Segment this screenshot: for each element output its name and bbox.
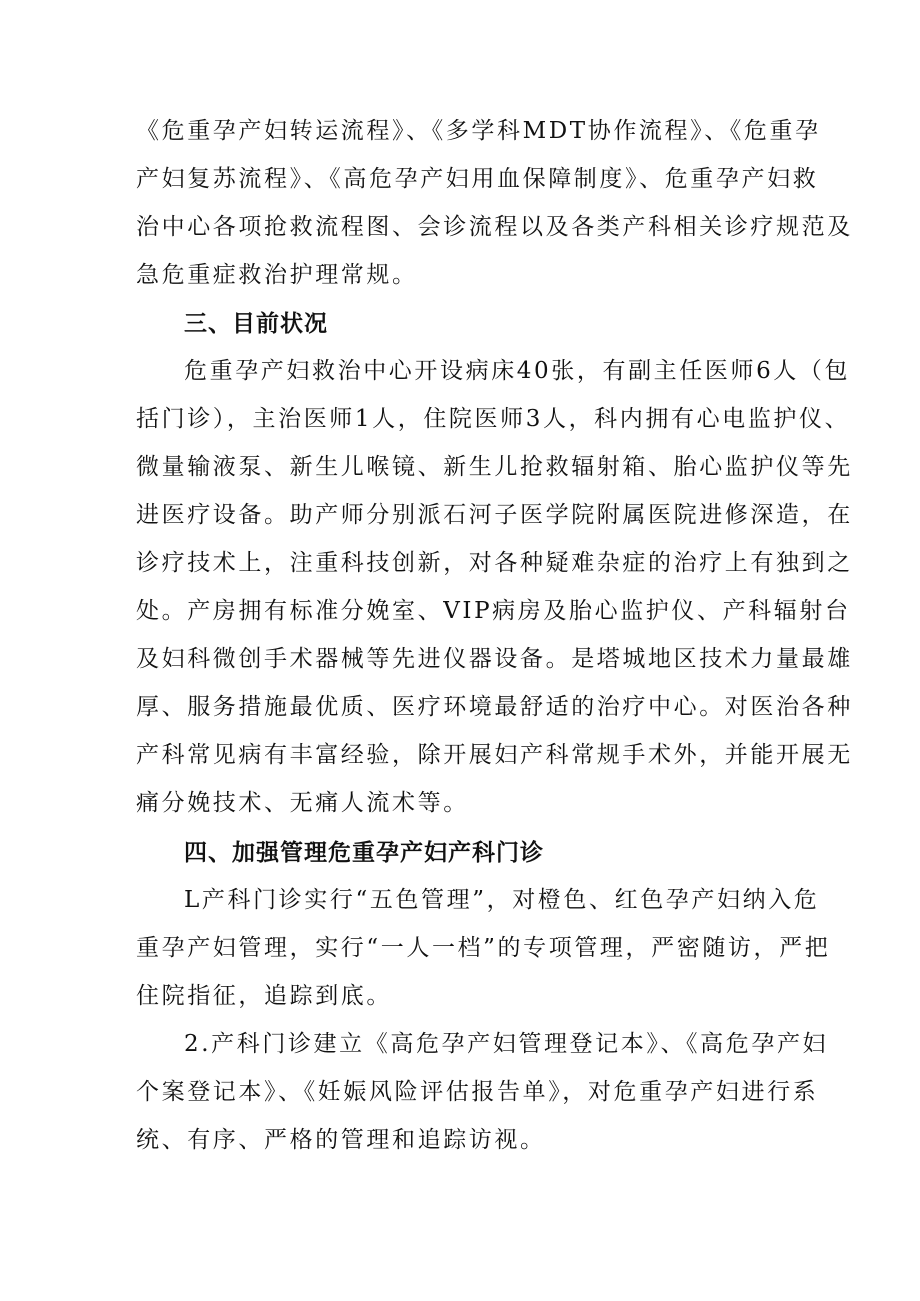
paragraph-line: 《危重孕产妇转运流程》、《多学科MDT协作流程》、《危重孕 xyxy=(136,118,821,144)
paragraph-line: 诊疗技术上，注重科技创新，对各种疑难杂症的治疗上有独到之 xyxy=(136,550,853,576)
paragraph-line: 厚、服务措施最优质、医疗环境最舒适的治疗中心。对医治各种 xyxy=(136,694,853,720)
paragraph-line: 处。产房拥有标准分娩室、VIP病房及胎心监护仪、产科辐射台 xyxy=(136,598,851,624)
paragraph-line: 急危重症救治护理常规。 xyxy=(136,262,418,288)
paragraph-line: 及妇科微创手术器械等先进仪器设备。是塔城地区技术力量最雄 xyxy=(136,646,853,672)
paragraph-line: 统、有序、严格的管理和追踪访视。 xyxy=(136,1127,546,1153)
paragraph-line: 痛分娩技术、无痛人流术等。 xyxy=(136,790,469,816)
paragraph-line: 产妇复苏流程》、《高危孕产妇用血保障制度》、危重孕产妇救 xyxy=(136,166,819,192)
paragraph-line: 产科常见病有丰富经验，除开展妇产科常规手术外，并能开展无 xyxy=(136,742,853,768)
section-heading-3: 三、目前状况 xyxy=(184,311,328,337)
paragraph-line: 括门诊），主治医师1人，住院医师3人，科内拥有心电监护仪、 xyxy=(136,406,851,432)
section-heading-4: 四、加强管理危重孕产妇产科门诊 xyxy=(184,840,544,866)
paragraph-line: L产科门诊实行“五色管理”，对橙色、红色孕产妇纳入危 xyxy=(184,887,820,913)
paragraph-line: 治中心各项抢救流程图、会诊流程以及各类产科相关诊疗规范及 xyxy=(136,214,853,240)
paragraph-line: 住院指征，追踪到底。 xyxy=(136,983,392,1009)
paragraph-line: 微量输液泵、新生儿喉镜、新生儿抢救辐射箱、胎心监护仪等先 xyxy=(136,454,853,480)
paragraph-line: 重孕产妇管理，实行“一人一档”的专项管理，严密随访，严把 xyxy=(136,935,831,961)
paragraph-line: 进医疗设备。助产师分别派石河子医学院附属医院进修深造，在 xyxy=(136,502,853,528)
paragraph-line: 危重孕产妇救治中心开设病床40张，有副主任医师6人（包 xyxy=(184,358,851,384)
paragraph-line: 2.产科门诊建立《高危孕产妇管理登记本》、《高危孕产妇 xyxy=(184,1031,829,1057)
paragraph-line: 个案登记本》、《妊娠风险评估报告单》，对危重孕产妇进行系 xyxy=(136,1079,819,1105)
